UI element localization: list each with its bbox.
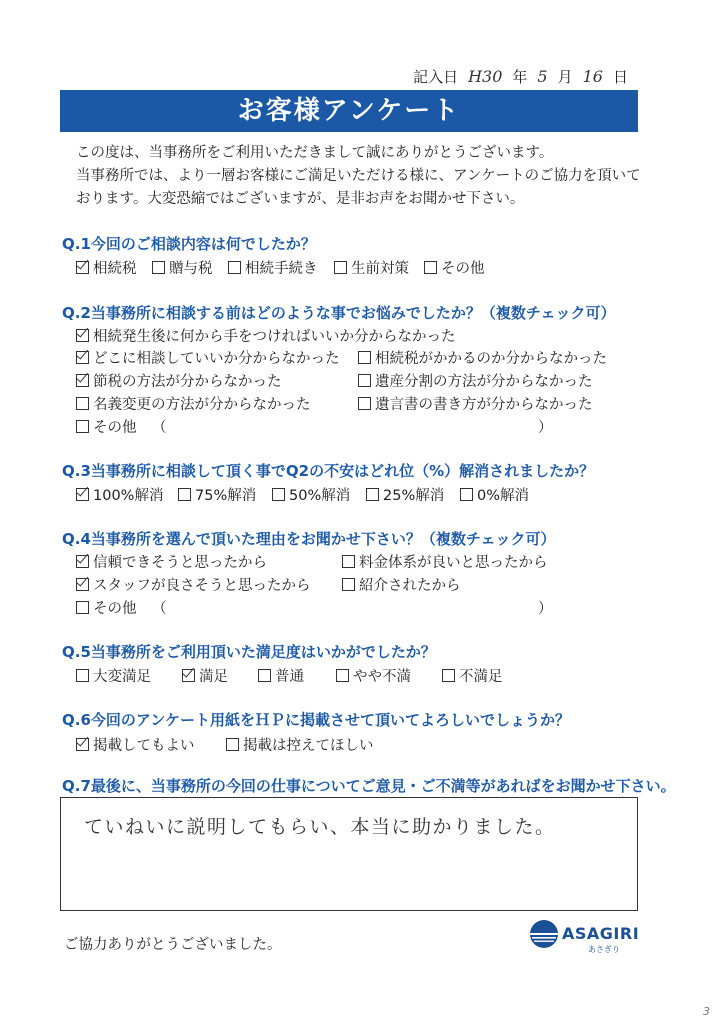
checkbox[interactable] [358,397,371,410]
checkbox[interactable] [76,329,89,342]
q2-option[interactable] [358,393,593,414]
option-label: その他 [93,420,137,436]
q3-option[interactable] [460,484,529,505]
q4-option[interactable] [76,551,267,572]
entry-date [413,66,628,87]
option-label: どこに相談していいか分からなかった [93,351,340,367]
checkbox[interactable] [272,488,285,501]
q4-option[interactable] [76,574,311,595]
intro-text [76,142,641,211]
option-label: 遺産分割の方法が分からなかった [375,374,593,390]
date-day: 16 [582,67,603,86]
checkbox[interactable] [460,488,473,501]
checkbox[interactable] [442,669,455,682]
q5-option[interactable] [258,665,304,686]
q1-option-estate-planning[interactable] [334,257,409,278]
q2-option[interactable] [358,347,607,368]
checkbox[interactable] [424,261,437,274]
option-label: 掲載してもよい [93,738,195,754]
checkbox[interactable] [76,601,89,614]
q2-option[interactable] [358,370,593,391]
q6-option-decline[interactable] [226,734,374,755]
intro-line: おります。大変恐縮ではございますが、是非お声をお聞かせ下さい。 [76,191,525,207]
q5-option[interactable] [336,665,411,686]
q2-question: Q.2当事務所に相談する前はどのような事でお悩みでしたか？（複数チェック可） [62,304,616,322]
date-label: 記入日 [413,68,459,86]
checkbox[interactable] [336,669,349,682]
date-month: 5 [537,67,548,86]
option-label: 信頼できそうと思ったから [93,555,267,571]
checkbox[interactable] [228,261,241,274]
q4-question: Q.4当事務所を選んで頂いた理由をお聞かせ下さい？（複数チェック可） [62,530,556,548]
checkbox[interactable] [182,669,195,682]
page-number: 3 [703,1005,710,1018]
checkbox[interactable] [152,261,165,274]
date-day-unit: 日 [612,68,628,86]
checkbox[interactable] [178,488,191,501]
checkbox[interactable] [76,578,89,591]
q4-option[interactable] [342,574,461,595]
checkbox[interactable] [76,374,89,387]
q4-other-paren-close: ） [538,601,553,617]
option-label: 贈与税 [169,261,213,277]
checkbox[interactable] [258,669,271,682]
option-label: 生前対策 [351,261,409,277]
option-label: 100%解消 [93,488,164,504]
q4-option[interactable] [342,551,548,572]
q2-other-paren-close: ） [538,420,553,436]
q2-other-paren-open: （ [152,420,167,436]
checkbox[interactable] [76,669,89,682]
option-label: やや不満 [353,669,411,685]
option-label: 25%解消 [383,488,445,504]
date-month-unit: 月 [557,68,573,86]
checkbox[interactable] [76,261,89,274]
q6-question: Q.6今回のアンケート用紙をＨＰに掲載させて頂いてよろしいでしょうか？ [62,711,570,729]
checkbox[interactable] [358,351,371,364]
option-label: 大変満足 [93,669,151,685]
q3-option[interactable] [272,484,350,505]
q3-option[interactable] [178,484,256,505]
q1-question: Q.1今回のご相談内容は何でしたか？ [62,235,316,253]
option-label: スタッフが良さそうと思ったから [93,578,311,594]
q5-option[interactable] [442,665,503,686]
date-year-unit: 年 [512,68,528,86]
q2-option-other[interactable] [76,416,137,437]
checkbox[interactable] [226,738,239,751]
option-label: 不満足 [459,669,503,685]
checkbox[interactable] [366,488,379,501]
option-label: 相続発生後に何から手をつければいいか分からなかった [93,329,456,345]
q5-question: Q.5当事務所をご利用頂いた満足度はいかがでしたか？ [62,643,436,661]
q4-other-paren-open: （ [152,601,167,617]
q4-option-other[interactable] [76,597,137,618]
option-label: 0%解消 [477,488,530,504]
q7-question: Q.7最後に、当事務所の今回の仕事についてご意見・ご不満等があればをお聞かせ下さい。 [62,777,676,795]
q3-option[interactable] [76,484,163,505]
q1-option-inheritance-tax[interactable] [76,257,137,278]
option-label: 50%解消 [289,488,351,504]
option-label: 名義変更の方法が分からなかった [93,397,311,413]
option-label: 遺言書の書き方が分からなかった [375,397,593,413]
option-label: その他 [441,261,485,277]
option-label: その他 [93,601,137,617]
option-label: 紹介されたから [359,578,461,594]
logo-name: ASAGIRI [562,924,640,943]
logo-subtitle: あさぎり [588,945,620,954]
checkbox[interactable] [334,261,347,274]
q1-option-procedures[interactable] [228,257,318,278]
asagiri-logo-icon [528,918,560,950]
intro-line: この度は、当事務所をご利用いただきまして誠にありがとうございます。 [76,145,554,161]
q2-option[interactable] [76,325,456,346]
option-label: 料金体系が良いと思ったから [359,555,548,571]
q3-question: Q.3当事務所に相談して頂く事でQ2の不安はどれ位（%）解消されましたか？ [62,462,595,480]
q1-option-gift-tax[interactable] [152,257,213,278]
checkbox[interactable] [76,738,89,751]
option-label: 節税の方法が分からなかった [93,374,282,390]
checkbox[interactable] [76,555,89,568]
option-label: 75%解消 [195,488,257,504]
checkbox[interactable] [342,555,355,568]
handwritten-answer: ていねいに説明してもらい、本当に助かりました。 [84,816,556,838]
intro-line: 当事務所では、より一層お客様にご満足いただける様に、アンケートのご協力を頂いて [76,168,641,184]
q5-option[interactable] [182,665,228,686]
option-label: 満足 [199,669,228,685]
option-label: 相続税 [93,261,137,277]
q2-option[interactable] [76,370,282,391]
date-era-year: H30 [468,67,503,86]
thanks-text: ご協力ありがとうございました。 [64,937,282,953]
q2-option[interactable] [76,347,340,368]
option-label: 掲載は控えてほしい [243,738,374,754]
q2-option[interactable] [76,393,311,414]
option-label: 普通 [275,669,304,685]
checkbox[interactable] [76,420,89,433]
q1-option-other[interactable] [424,257,485,278]
checkbox[interactable] [76,397,89,410]
checkbox[interactable] [342,578,355,591]
option-label: 相続手続き [245,261,318,277]
checkbox[interactable] [76,488,89,501]
title-banner: お客様アンケート [60,90,638,132]
checkbox[interactable] [76,351,89,364]
option-label: 相続税がかかるのか分からなかった [375,351,607,367]
q5-option[interactable] [76,665,151,686]
checkbox[interactable] [358,374,371,387]
q3-option[interactable] [366,484,444,505]
q6-option-allow[interactable] [76,734,195,755]
